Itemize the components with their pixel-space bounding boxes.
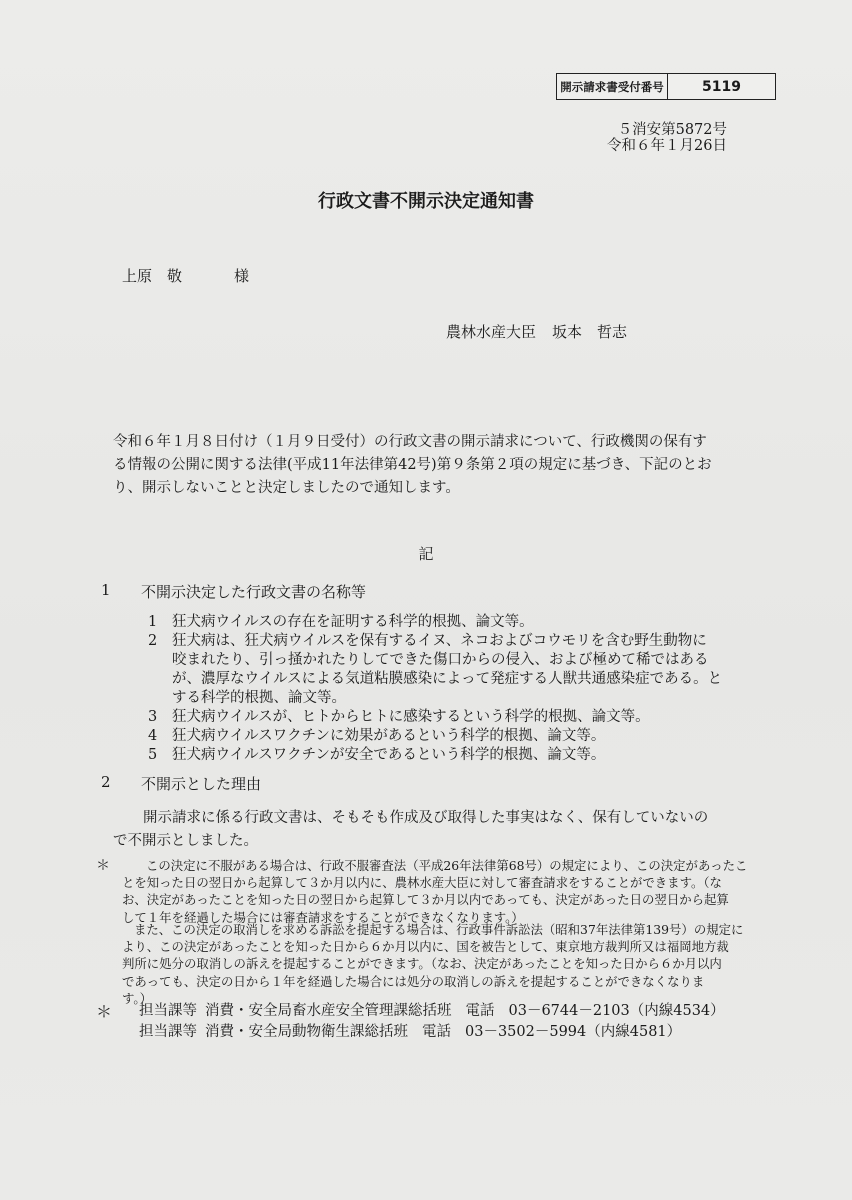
recipient-name: 上原 敬 bbox=[122, 267, 183, 285]
sender-position: 農林水産大臣 bbox=[446, 323, 537, 341]
section-2-number: 2 bbox=[101, 773, 111, 791]
item-number: 5 bbox=[148, 747, 158, 763]
list-item bbox=[148, 632, 722, 651]
contact-tel-label: 電話 bbox=[422, 1024, 451, 1040]
item-text: 狂犬病ウイルスが、ヒトからヒトに感染するという科学的根拠、論文等。 bbox=[172, 709, 650, 725]
contact-marker: ＊ bbox=[96, 1002, 113, 1021]
contact-label: 担当課等 bbox=[139, 1003, 197, 1019]
item-number: 1 bbox=[148, 614, 158, 630]
note-line: して１年を経過した場合には審査請求をすることができなくなります。） bbox=[122, 909, 524, 925]
item-number: 3 bbox=[148, 709, 158, 725]
list-item bbox=[148, 727, 722, 746]
note-line: とを知った日の翌日から起算して３か月以内に、農林水産大臣に対して審査請求をすることができます。（な bbox=[122, 875, 722, 891]
note-line: この決定に不服がある場合は、行政不服審査法（平成26年法律第68号）の規定により、この決定があったこ bbox=[146, 858, 748, 873]
intro-line: り、開示しないことと決定しましたので通知します。 bbox=[113, 480, 460, 496]
section-2-title: 不開示とした理由 bbox=[141, 775, 262, 793]
page-title: 行政文書不開示決定通知書 bbox=[318, 191, 534, 212]
item-number: 2 bbox=[148, 633, 158, 649]
intro-line: る情報の公開に関する法律(平成11年法律第42号)第９条第２項の規定に基づき、下記のとお bbox=[113, 457, 712, 473]
item-text: 狂犬病ウイルスの存在を証明する科学的根拠、論文等。 bbox=[172, 614, 534, 630]
recipient-honorific: 様 bbox=[234, 267, 250, 285]
contact-dept: 消費・安全局畜水産安全管理課総括班 bbox=[205, 1003, 452, 1019]
note-line: お、決定があったことを知った日の翌日から起算して３か月以内であっても、決定があった日の翌日から起算 bbox=[122, 892, 729, 908]
section-1-title: 不開示決定した行政文書の名称等 bbox=[141, 583, 367, 601]
item-number: 4 bbox=[148, 728, 158, 744]
contact-tel-label: 電話 bbox=[465, 1003, 495, 1019]
note-marker: ＊ bbox=[96, 858, 110, 874]
contact-dept: 消費・安全局動物衛生課総括班 bbox=[205, 1024, 408, 1040]
list-item bbox=[148, 708, 722, 727]
note-line: より、この決定があったことを知った日から６か月以内に、国を被告として、東京地方裁判所又は福岡地方裁 bbox=[122, 939, 729, 955]
note-paragraph-2 bbox=[122, 921, 743, 1007]
note-line: であっても、決定の日から１年を経過した場合には処分の取消しの訴えを提起することができなくなりま bbox=[122, 973, 705, 989]
receipt-number: 5119 bbox=[702, 78, 741, 95]
note-paragraph-1 bbox=[122, 857, 747, 926]
contact-tel: 03－3502－5994（内線4581） bbox=[465, 1024, 682, 1040]
receipt-number-box bbox=[556, 73, 776, 100]
note-line: す。） bbox=[122, 990, 152, 1006]
intro-line: 令和６年１月８日付け（１月９日受付）の行政文書の開示請求について、行政機関の保有す bbox=[113, 434, 707, 450]
section-1-items bbox=[148, 613, 722, 765]
contact-row bbox=[139, 1021, 681, 1043]
intro-paragraph bbox=[113, 431, 712, 500]
item-text: 狂犬病ウイルスワクチンが安全であるという科学的根拠、論文等。 bbox=[172, 747, 606, 763]
sender bbox=[446, 321, 627, 342]
item-text-continuation: が、濃厚なウイルスによる気道粘膜感染によって発症する人獣共通感染症である。と bbox=[172, 671, 723, 687]
document-number: ５消安第5872号 bbox=[617, 122, 727, 138]
contact-row bbox=[139, 1000, 725, 1022]
reason-line: 開示請求に係る行政文書は、そもそも作成及び取得した事実はなく、保有していないの bbox=[143, 810, 709, 826]
contact-label: 担当課等 bbox=[139, 1024, 197, 1040]
section-2-body bbox=[113, 807, 708, 853]
note-line: また、この決定の取消しを求める訴訟を提起する場合は、行政事件訴訟法（昭和37年法律第139号）の規定に bbox=[134, 922, 744, 937]
item-text: 狂犬病ウイルスワクチンに効果があるという科学的根拠、論文等。 bbox=[172, 728, 606, 744]
list-item bbox=[148, 613, 722, 632]
ki-heading: 記 bbox=[418, 545, 434, 563]
note-line: 判所に処分の取消しの訴えを提起することができます。（なお、決定があったことを知った日から６か月以内 bbox=[122, 956, 722, 972]
sender-name: 坂本 哲志 bbox=[552, 323, 628, 341]
section-1-number: 1 bbox=[101, 581, 111, 599]
item-text-continuation: 咬まれたり、引っ掻かれたりしてできた傷口からの侵入、および極めて稀ではある bbox=[172, 652, 709, 668]
list-item bbox=[148, 746, 722, 765]
contact-tel: 03－6744－2103（内線4534） bbox=[508, 1003, 725, 1019]
item-text: 狂犬病は、狂犬病ウイルスを保有するイヌ、ネコおよびコウモリを含む野生動物に bbox=[172, 633, 707, 649]
recipient bbox=[122, 265, 249, 286]
item-text-continuation: する科学的根拠、論文等。 bbox=[172, 690, 346, 706]
reason-line: で不開示としました。 bbox=[113, 833, 258, 849]
receipt-label: 開示請求書受付番号 bbox=[557, 74, 668, 99]
document-date: 令和６年１月26日 bbox=[607, 138, 727, 154]
